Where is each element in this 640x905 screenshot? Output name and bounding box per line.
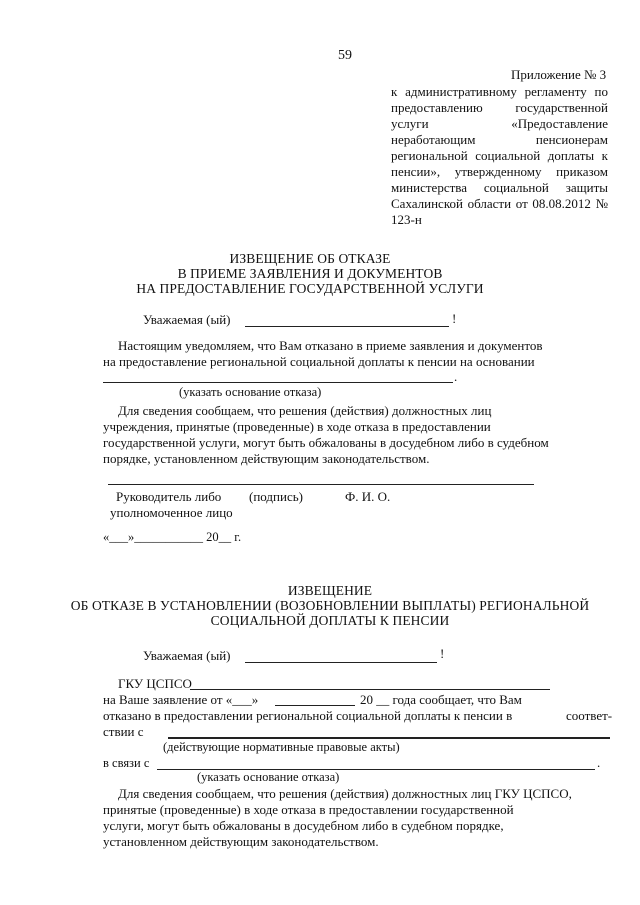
notice1-reason-blank [103,382,453,383]
notice2-name-blank [245,662,437,663]
notice1-appeal-line: государственной услуги, могут быть обжалованы в досудебном либо в судебном [103,435,549,450]
notice2-reason-hint: (указать основание отказа) [197,770,340,784]
notice1-title-line: ИЗВЕЩЕНИЕ ОБ ОТКАЗЕ [229,251,391,266]
notice1-appeal-line: учреждения, принятые (проведенные) в ходе отказа в предоставлении [103,419,491,434]
appendix-line: к административному регламенту по [391,84,608,99]
notice2-appeal-line: установленном действующим законодательством. [103,834,379,849]
notice1-date-line: «___»___________ 20__ г. [103,530,242,544]
appendix-line: неработающим пенсионерам [391,132,608,147]
notice1-signature-rule [108,484,534,485]
appendix-line: предоставлению государственной [391,100,608,115]
notice1-reason-hint: (указать основание отказа) [179,385,322,399]
notice2-line2-end: соответ- [566,708,613,723]
appendix-heading: Приложение № 3 [511,67,607,82]
notice2-title-line: СОЦИАЛЬНОЙ ДОПЛАТЫ К ПЕНСИИ [210,613,450,628]
appendix-line: региональной социальной доплаты к [391,148,608,163]
notice2-due-end: . [597,755,601,770]
appendix-line: 123-н [391,212,422,227]
appendix-line: пенсии», утвержденному приказом [391,164,608,179]
notice2-line2: отказано в предоставлении региональной социальной доплаты к пенсии в [103,708,513,723]
appendix-line: министерства социальной защиты [391,180,608,195]
notice2-greeting-end: ! [440,646,445,661]
notice1-sign-head: Руководитель либо [116,489,222,504]
notice2-appeal-line: Для сведения сообщаем, что решения (действия) должностных лиц ГКУ ЦСПСО, [118,786,572,801]
notice2-line1-a: на Ваше заявление от «___» [103,692,259,707]
notice1-body-line: Настоящим уведомляем, что Вам отказано в приеме заявления и документов [118,338,543,353]
notice1-greeting: Уважаемая (ый) [143,312,231,327]
notice1-sign-head2: уполномоченное лицо [110,505,233,520]
notice2-title-line: ИЗВЕЩЕНИЕ [287,583,373,598]
notice1-appeal-line: порядке, установленном действующим законодательством. [103,451,430,466]
notice1-greeting-end: ! [452,311,457,326]
notice2-greeting: Уважаемая (ый) [143,648,231,663]
notice2-acts-hint: (действующие нормативные правовые акты) [163,740,400,754]
notice1-title-line: НА ПРЕДОСТАВЛЕНИЕ ГОСУДАРСТВЕННОЙ УСЛУГИ [136,281,484,296]
notice2-org-blank [190,689,550,690]
notice1-sign-fio: Ф. И. О. [345,489,391,504]
notice1-appeal-line: Для сведения сообщаем, что решения (действия) должностных лиц [118,403,492,418]
notice1-sign-signature: (подпись) [249,489,303,504]
notice1-name-blank [245,326,449,327]
notice2-due-to: в связи с [103,756,150,770]
page-number: 59 [338,48,352,63]
notice2-line3: ствии с [103,724,144,739]
appendix-line: Сахалинской области от 08.08.2012 № [391,196,608,211]
notice1-body-line: на предоставление региональной социальной доплаты к пенсии на основании [103,354,535,369]
notice2-title-line: ОБ ОТКАЗЕ В УСТАНОВЛЕНИИ (ВОЗОБНОВЛЕНИИ ВЫПЛАТЫ) РЕГИОНАЛЬНОЙ [70,598,590,613]
appendix-line: услуги «Предоставление [391,116,608,131]
notice2-appeal-line: принятые (проведенные) в ходе отказа в предоставлении государственной [103,802,514,817]
notice2-date-blank [275,705,355,706]
notice1-line-end: . [454,369,458,384]
notice2-org: ГКУ ЦСПСО [118,676,192,691]
notice2-appeal-line: услуги, могут быть обжалованы в досудебном либо в судебном порядке, [103,818,504,833]
notice2-line1-b: 20 __ года сообщает, что Вам [360,692,522,707]
notice2-acts-blank [168,737,610,739]
notice1-title-line: В ПРИЕМЕ ЗАЯВЛЕНИЯ И ДОКУМЕНТОВ [177,266,443,281]
